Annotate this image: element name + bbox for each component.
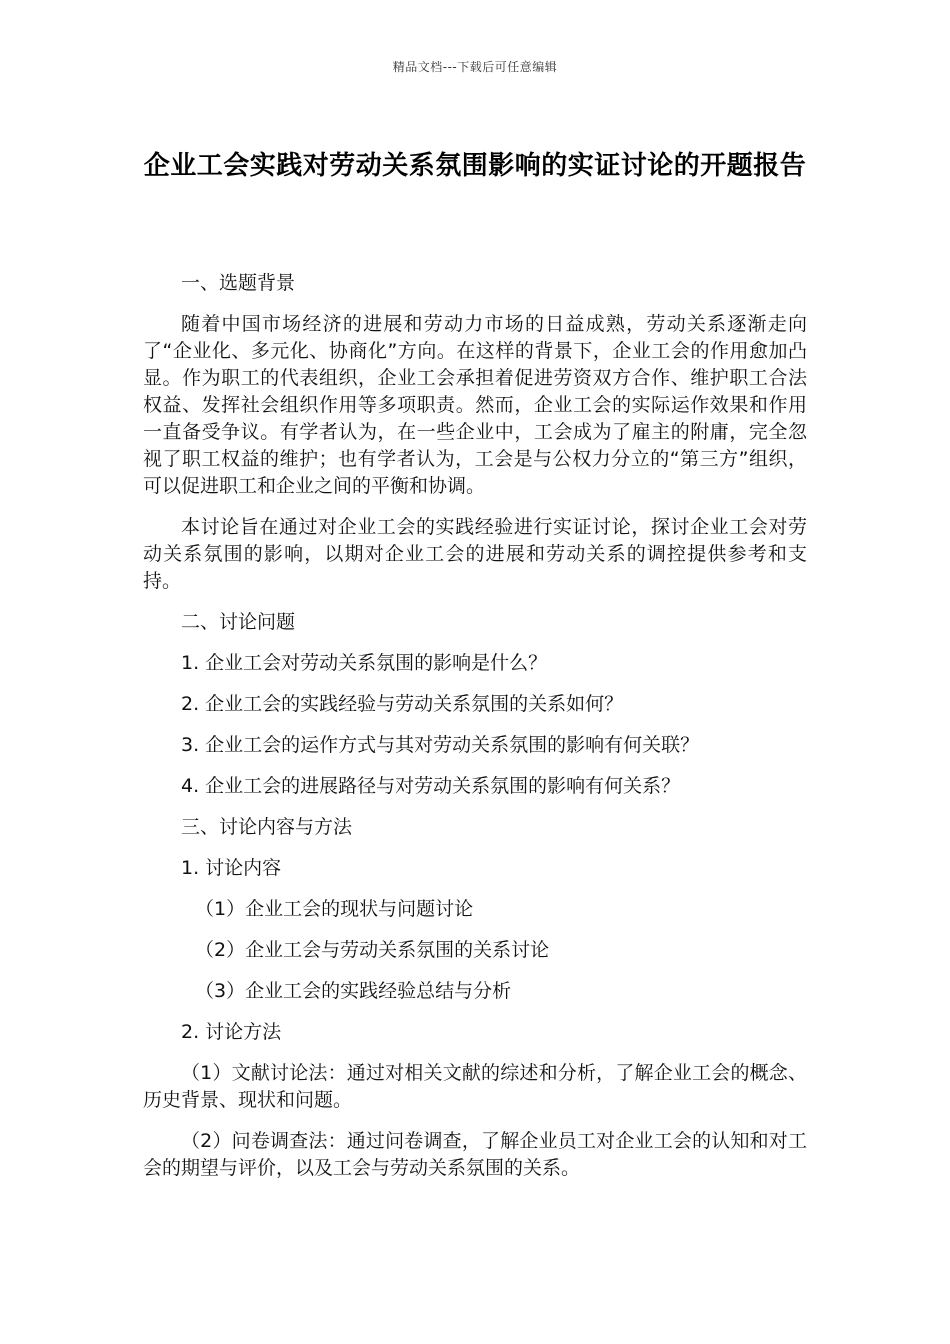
question-item-4: 4. 企业工会的进展路径与对劳动关系氛围的影响有何关系？ — [181, 775, 681, 797]
method-heading: 2. 讨论方法 — [181, 1021, 282, 1043]
section-heading-3: 三、讨论内容与方法 — [181, 816, 353, 838]
question-item-1: 1. 企业工会对劳动关系氛围的影响是什么？ — [181, 652, 548, 674]
paragraph-background: 随着中国市场经济的进展和劳动力市场的日益成熟，劳动关系逐渐走向了“企业化、多元化、协商化”方向。在这样的背景下，企业工会的作用愈加凸显。作为职工的代表组织，企业工会承担着促进劳资双方合作、维护职工合法权益、发挥社会组织作用等多项职责。然而，企业工会的实际运作效果和作用一直备受争议。有学者认为，在一些企业中，工会成为了雇主的附庸，完全忽视了职工权益的维护；也有学者认为，工会是与公权力分立的“第三方”组织，可以促进职工和企业之间的平衡和协调。 — [143, 313, 807, 497]
section-heading-2: 二、讨论问题 — [181, 611, 296, 633]
document-title: 企业工会实践对劳动关系氛围影响的实证讨论的开题报告 — [143, 151, 807, 181]
header-note: 精品文档---下载后可任意编辑 — [392, 60, 558, 74]
content-heading: 1. 讨论内容 — [181, 857, 282, 879]
document-body — [143, 270, 807, 1196]
section-heading-1: 一、选题背景 — [181, 272, 296, 294]
method-item-1: （1）文献讨论法：通过对相关文献的综述和分析，了解企业工会的概念、历史背景、现状和问题。 — [143, 1062, 807, 1111]
content-item-2: （2）企业工会与劳动关系氛围的关系讨论 — [195, 939, 550, 961]
paragraph-purpose: 本讨论旨在通过对企业工会的实践经验进行实证讨论，探讨企业工会对劳动关系氛围的影响，以期对企业工会的进展和劳动关系的调控提供参考和支持。 — [143, 516, 807, 592]
question-item-3: 3. 企业工会的运作方式与其对劳动关系氛围的影响有何关联？ — [181, 734, 700, 756]
content-item-3: （3）企业工会的实践经验总结与分析 — [195, 980, 512, 1002]
content-item-1: （1）企业工会的现状与问题讨论 — [195, 898, 474, 920]
question-item-2: 2. 企业工会的实践经验与劳动关系氛围的关系如何？ — [181, 693, 624, 715]
method-item-2: （2）问卷调查法：通过问卷调查，了解企业员工对企业工会的认知和对工会的期望与评价，以及工会与劳动关系氛围的关系。 — [143, 1130, 807, 1179]
